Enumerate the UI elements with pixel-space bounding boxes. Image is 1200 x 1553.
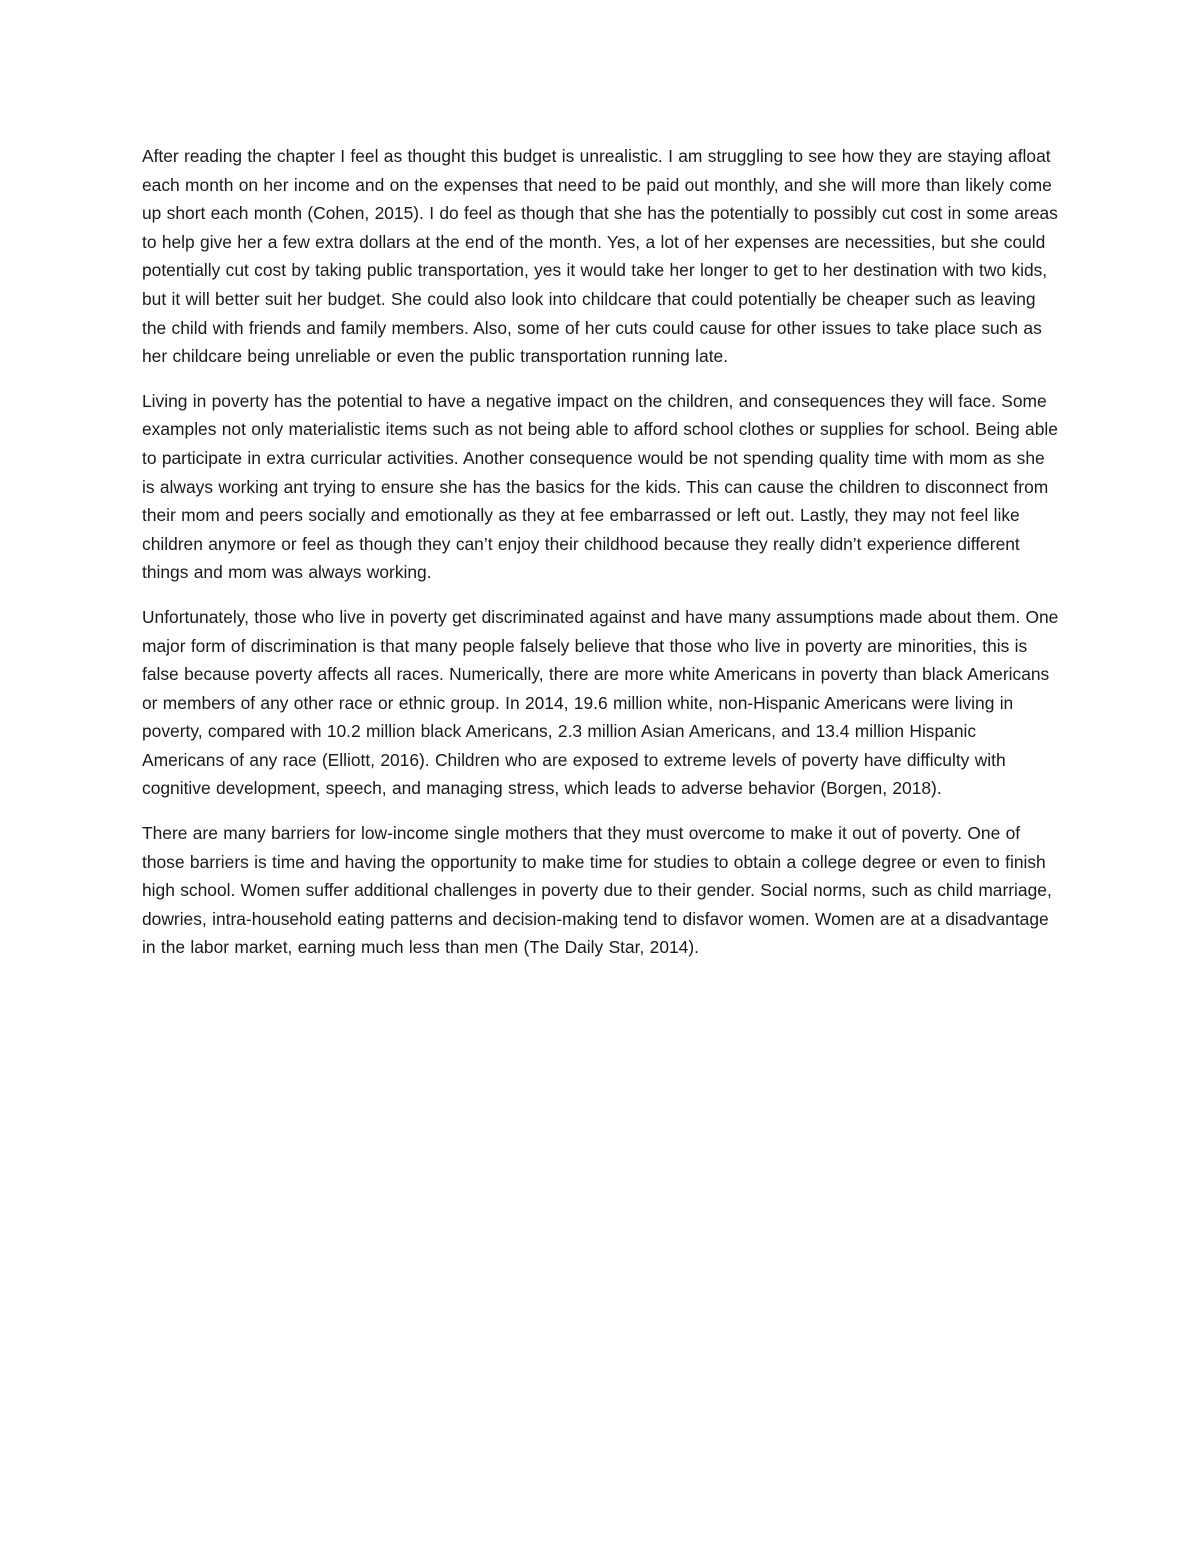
paragraph-budget: After reading the chapter I feel as thought this budget is unrealistic. I am struggling to see how they are staying afloat each month on her income and on the expenses that need to be paid out monthly, and she will more than likely come up short each month (Cohen, 2015). I do feel as though that she has the potentially to possibly cut cost in some areas to help give her a few extra dollars at the end of the month. Yes, a lot of her expenses are necessities, but she could potentially cut cost by taking public transportation, yes it would take her longer to get to her destination with two kids, but it will better suit her budget. She could also look into childcare that could potentially be cheaper such as leaving the child with friends and family members. Also, some of her cuts could cause for other issues to take place such as her childcare being unreliable or even the public transportation running late. [142,146,1058,367]
document-body [142,142,1060,978]
paragraph-barriers: There are many barriers for low-income single mothers that they must overcome to make it out of poverty. One of those barriers is time and having the opportunity to make time for studies to obtain a college degree or even to finish high school. Women suffer additional challenges in poverty due to their gender. Social norms, such as child marriage, dowries, intra-household eating patterns and decision-making tend to disfavor women. Women are at a disadvantage in the labor market, earning much less than men (The Daily Star, 2014). [142,823,1052,958]
paragraph-discrimination: Unfortunately, those who live in poverty get discriminated against and have many assumptions made about them. One major form of discrimination is that many people falsely believe that those who live in poverty are minorities, this is false because poverty affects all races. Numerically, there are more white Americans in poverty than black Americans or members of any other race or ethnic group. In 2014, 19.6 million white, non-Hispanic Americans were living in poverty, compared with 10.2 million black Americans, 2.3 million Asian Americans, and 13.4 million Hispanic Americans of any race (Elliott, 2016). Children who are exposed to extreme levels of poverty have difficulty with cognitive development, speech, and managing stress, which leads to adverse behavior (Borgen, 2018). [142,606,1059,799]
paragraph-children-impact: Living in poverty has the potential to have a negative impact on the children, and consequences they will face. Some examples not only materialistic items such as not being able to afford school clothes or supplies for school. Being able to participate in extra curricular activities. Another consequence would be not spending quality time with mom as she is always working ant trying to ensure she has the basics for the kids. This can cause the children to disconnect from their mom and peers socially and emotionally as they at fee embarrassed or left out. Lastly, they may not feel like children anymore or feel as though they can’t enjoy their childhood because they really didn’t experience different things and mom was always working. [142,390,1058,583]
